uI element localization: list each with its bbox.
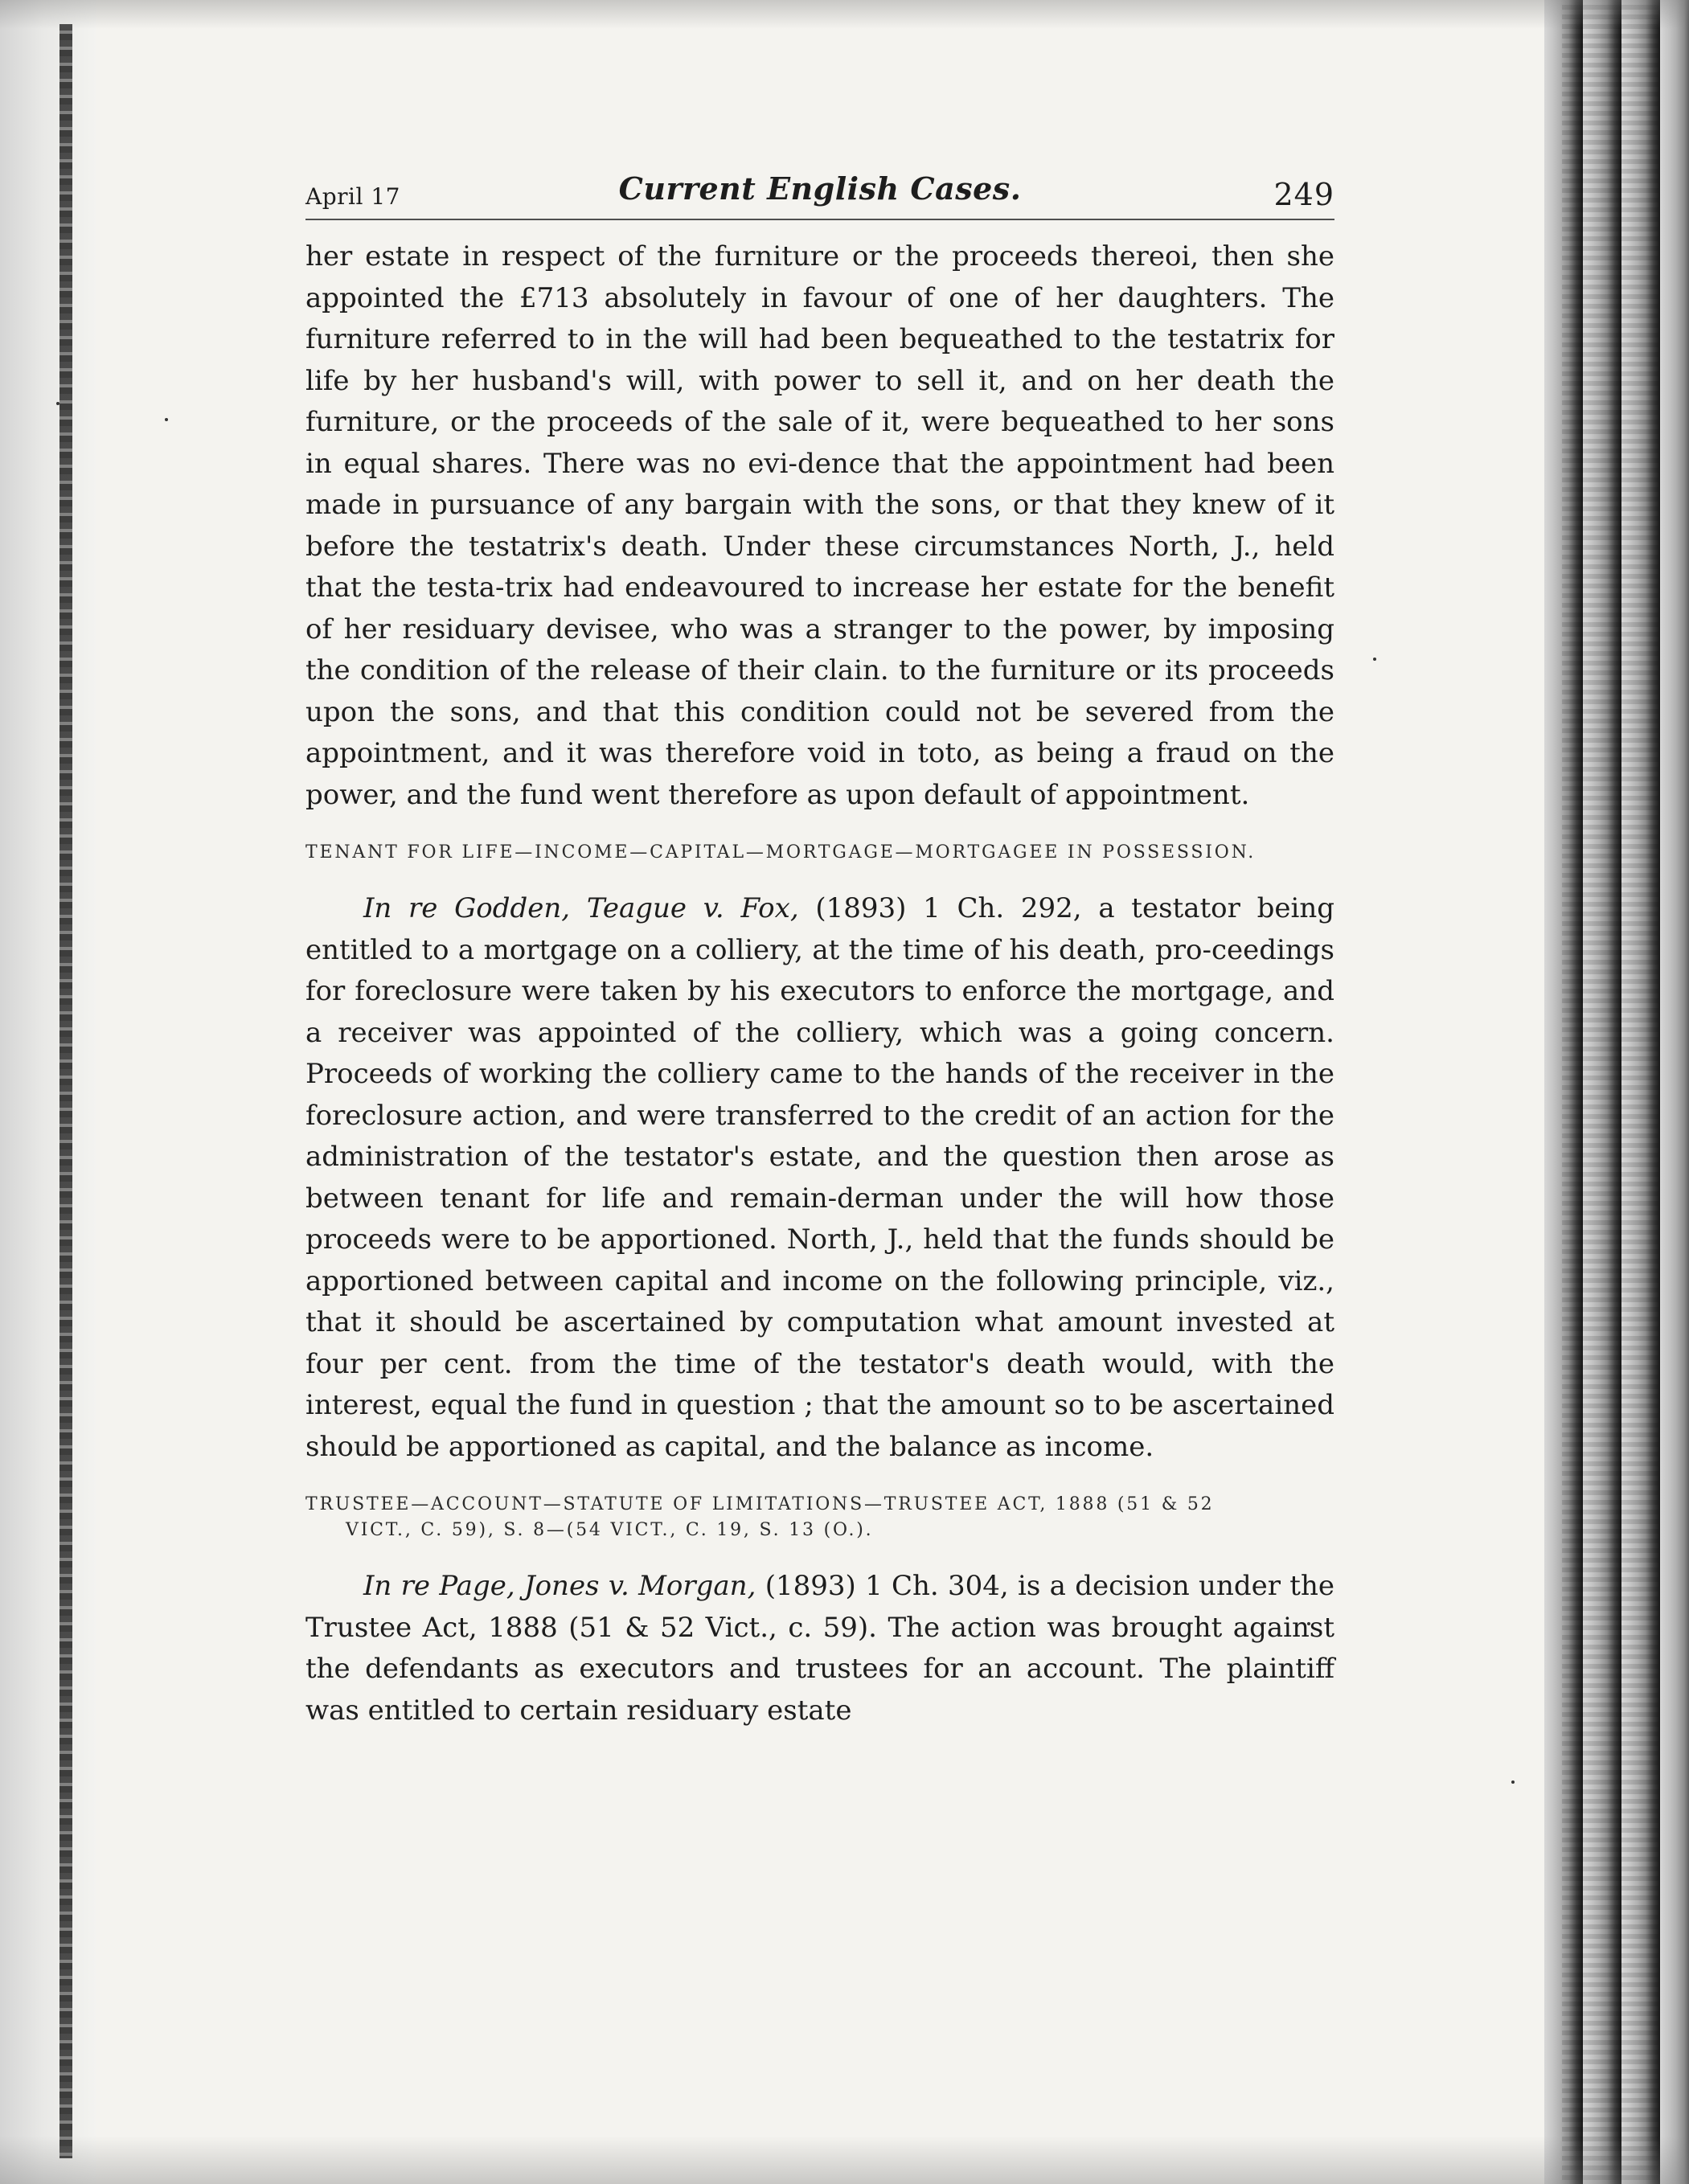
scan-speck bbox=[1511, 1780, 1515, 1784]
case-text: (1893) 1 Ch. 292, a testator being entitled to a mortgage on a colliery, at the time of his death, pro-ceedings for foreclosure were taken by his executors to enforce the mortgage, and a receiver was appointed of the colliery, which was a going concern. Proceeds of working the colliery came to the hands of the receiver in the foreclosure action, and were transferred to the credit of an action for the administration of the testator's estate, and the question then arose as between tenant for life and remain-derman under the will how those proceeds were to be apportioned. North, J., held that the funds should be apportioned between capital and income on the following principle, viz., that it should be ascertained by computation what amount invested at four per cent. from the time of the testator's death would, with the interest, equal the fund in question ; that the amount so to be ascertained should be apportioned as capital, and the balance as income. bbox=[305, 892, 1334, 1463]
page-header bbox=[305, 161, 1334, 220]
case-text: (1893) 1 Ch. 304, is a decision under the Trustee Act, 1888 (51 & 52 Vict., c. 59). The action was brought against the defendants as executors and trustees for an account. The plaintiff was entitled to certain residuary estate bbox=[305, 1570, 1334, 1727]
page bbox=[305, 161, 1334, 2090]
scan-left-edge bbox=[59, 24, 72, 2158]
section-heading-line: VICT., C. 59), S. 8—(54 VICT., C. 19, S. 13 (O.). bbox=[346, 1520, 874, 1540]
case-citation: In re Godden, Teague v. Fox, bbox=[363, 892, 799, 924]
scan-speck bbox=[165, 418, 168, 421]
scan-right-strip bbox=[1562, 0, 1658, 2184]
scan-speck bbox=[1373, 658, 1376, 661]
paragraph: her estate in respect of the furniture or the proceeds thereoi, then she appointed the £713 absolutely in favour of one of her daughters. The furniture referred to in the will had been bequeathed to the testatrix for life by her husband's will, with power to sell it, and on her death the furniture, or the proceeds of the sale of it, were bequeathed to her sons in equal shares. There was no evi-dence that the appointment had been made in pursuance of any bargain with the sons, or that they knew of it before the testatrix's death. Under these circumstances North, J., held that the testa-trix had endeavoured to increase her estate for the benefit of her residuary devisee, who was a stranger to the power, by imposing the condition of the release of their clain. to the furniture or its proceeds upon the sons, and that this condition could not be severed from the appointment, and it was therefore void in toto, as being a fraud on the power, and the fund went therefore as upon default of appointment. bbox=[305, 240, 1334, 811]
scan-speck bbox=[56, 402, 59, 405]
page-number: 249 bbox=[1273, 177, 1334, 212]
case-paragraph bbox=[305, 888, 1334, 1468]
scan-top-shadow bbox=[0, 0, 1689, 29]
case-citation: In re Page, Jones v. Morgan, bbox=[363, 1570, 756, 1602]
section-heading bbox=[305, 1492, 1334, 1543]
case-paragraph bbox=[305, 1566, 1334, 1731]
section-heading: TENANT FOR LIFE—INCOME—CAPITAL—MORTGAGE—MORTGAGEE IN POSSESSION. bbox=[305, 842, 1257, 863]
scan-left-shadow bbox=[0, 0, 96, 2184]
section-heading-line: TRUSTEE—ACCOUNT—STATUTE OF LIMITATIONS—TRUSTEE ACT, 1888 (51 & 52 bbox=[305, 1494, 1215, 1514]
scan-bottom-shadow bbox=[0, 2136, 1689, 2184]
header-title: Current English Cases. bbox=[618, 170, 1022, 207]
header-date: April 17 bbox=[305, 183, 400, 210]
